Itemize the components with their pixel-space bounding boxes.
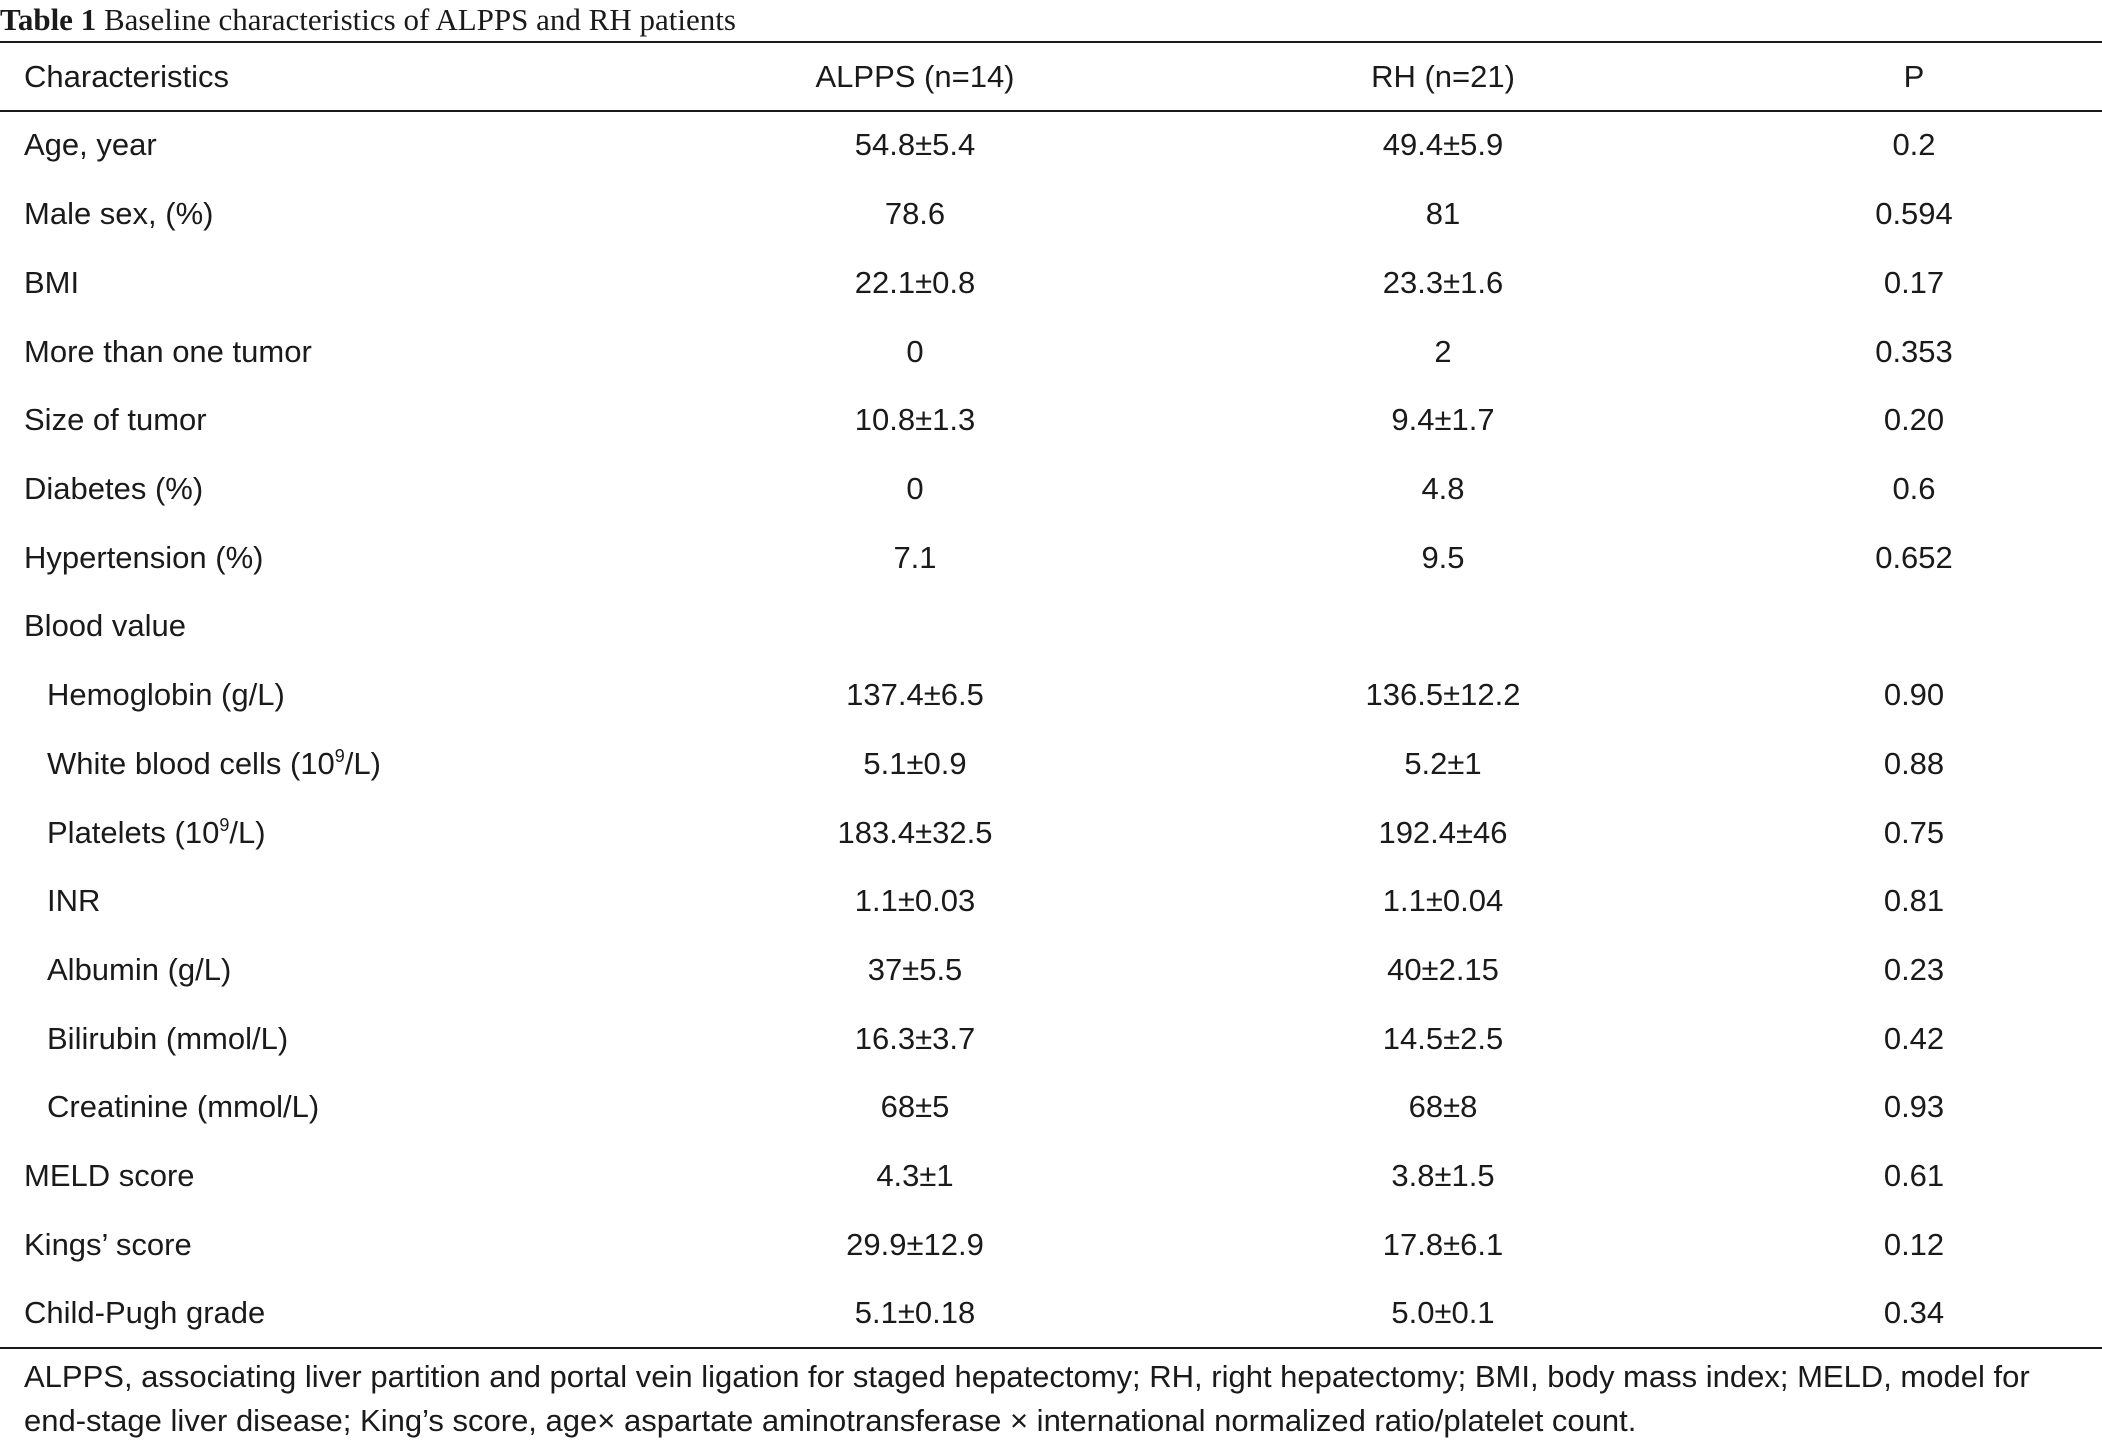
row-label: Albumin (g/L) — [47, 951, 232, 987]
header-p: P — [1903, 58, 1925, 94]
row-alpps-value: 5.1±0.18 — [854, 1295, 976, 1331]
row-p-value: 0.90 — [1883, 677, 1945, 713]
row-alpps-value: 0 — [906, 333, 924, 369]
row-alpps-value: 29.9±12.9 — [846, 1226, 984, 1262]
row-rh-value: 49.4±5.9 — [1382, 127, 1504, 162]
row-alpps-value: 137.4±6.5 — [846, 677, 984, 713]
row-rh-value: 9.4±1.7 — [1391, 402, 1495, 438]
row-alpps-value: 22.1±0.8 — [854, 265, 976, 301]
row-alpps-value: 0 — [906, 471, 924, 507]
row-p-value: 0.88 — [1883, 745, 1945, 781]
row-alpps-value: 68±5 — [880, 1089, 950, 1125]
row-alpps-value: 4.3±1 — [876, 1157, 954, 1193]
row-label: Size of tumor — [24, 402, 207, 438]
row-p-value: 0.594 — [1875, 196, 1953, 232]
row-alpps-value: 54.8±5.4 — [854, 127, 976, 162]
row-alpps-value: 78.6 — [884, 196, 946, 232]
row-rh-value: 2 — [1434, 333, 1452, 369]
row-label-superscript: 9 — [334, 745, 345, 766]
row-rh-value: 5.0±0.1 — [1391, 1295, 1495, 1331]
table-row — [0, 730, 2102, 799]
table-row — [0, 867, 2102, 936]
table-row — [0, 110, 2102, 180]
row-p-value: 0.93 — [1883, 1089, 1945, 1125]
row-label: Bilirubin (mmol/L) — [47, 1020, 289, 1056]
table-body — [0, 110, 2102, 1348]
baseline-characteristics-table — [0, 43, 2102, 1348]
row-p-value: 0.61 — [1883, 1157, 1945, 1193]
row-alpps-value: 16.3±3.7 — [854, 1020, 976, 1056]
row-rh-value: 17.8±6.1 — [1382, 1226, 1504, 1262]
row-p-value: 0.6 — [1892, 471, 1936, 507]
row-alpps-value: 1.1±0.03 — [854, 883, 976, 919]
row-label: Creatinine (mmol/L) — [47, 1089, 320, 1125]
row-p-value — [1726, 592, 2102, 661]
row-label — [0, 730, 670, 799]
row-label-text: Platelets (10 — [47, 814, 220, 850]
row-rh-value: 40±2.15 — [1387, 951, 1499, 987]
row-label: Child-Pugh grade — [24, 1295, 266, 1331]
row-alpps-value: 5.1±0.9 — [863, 745, 967, 781]
row-rh-value: 68±8 — [1408, 1089, 1478, 1125]
table-row — [0, 1073, 2102, 1142]
table-header-row — [0, 43, 2102, 110]
row-rh-value — [1160, 592, 1726, 661]
row-p-value: 0.17 — [1883, 265, 1945, 301]
table-row — [0, 455, 2102, 524]
row-label: Hemoglobin (g/L) — [47, 677, 285, 713]
row-alpps-value — [670, 592, 1160, 661]
table-caption — [0, 2, 736, 38]
row-rh-value: 14.5±2.5 — [1382, 1020, 1504, 1056]
row-label-unit: /L) — [229, 814, 266, 850]
row-p-value: 0.353 — [1875, 333, 1953, 369]
table-footnote: ALPPS, associating liver partition and portal vein ligation for staged hepatectomy; RH, right hepatectomy; BMI, body mass index; MELD, model for end-stage liver disease; King’s score, age× aspartate aminotransferase × international normalized ratio/platelet count. — [24, 1359, 2030, 1438]
header-characteristics: Characteristics — [24, 58, 229, 94]
row-p-value: 0.2 — [1892, 127, 1936, 162]
row-rh-value: 81 — [1425, 196, 1461, 232]
table-row-section — [0, 592, 2102, 661]
row-label: Age, year — [24, 127, 157, 162]
row-rh-value: 9.5 — [1421, 539, 1465, 575]
table-caption-text: Baseline characteristics of ALPPS and RH patients — [103, 2, 736, 37]
row-alpps-value: 183.4±32.5 — [837, 814, 993, 850]
table-row — [0, 1279, 2102, 1348]
row-rh-value: 5.2±1 — [1404, 745, 1482, 781]
table-row — [0, 1004, 2102, 1073]
row-rh-value: 1.1±0.04 — [1382, 883, 1504, 919]
table-row — [0, 317, 2102, 386]
row-label: Diabetes (%) — [24, 471, 204, 507]
row-p-value: 0.23 — [1883, 951, 1945, 987]
row-alpps-value: 10.8±1.3 — [854, 402, 976, 438]
row-rh-value: 3.8±1.5 — [1391, 1157, 1495, 1193]
row-alpps-value: 37±5.5 — [867, 951, 963, 987]
row-label-superscript: 9 — [219, 814, 230, 835]
row-rh-value: 23.3±1.6 — [1382, 265, 1504, 301]
header-alpps: ALPPS (n=14) — [815, 58, 1015, 94]
row-label: INR — [47, 883, 101, 919]
table-row — [0, 249, 2102, 318]
row-label: More than one tumor — [24, 333, 312, 369]
table-row — [0, 523, 2102, 592]
row-label: Kings’ score — [24, 1226, 192, 1262]
row-p-value: 0.75 — [1883, 814, 1945, 850]
row-alpps-value: 7.1 — [893, 539, 937, 575]
header-rh: RH (n=21) — [1371, 58, 1515, 94]
row-label: Hypertension (%) — [24, 539, 264, 575]
section-label-blood-value: Blood value — [24, 608, 187, 644]
row-label: Male sex, (%) — [24, 196, 214, 232]
row-label: MELD score — [24, 1157, 195, 1193]
table-row — [0, 1142, 2102, 1211]
table-row — [0, 661, 2102, 730]
row-p-value: 0.652 — [1875, 539, 1953, 575]
table-row — [0, 936, 2102, 1005]
row-label-text: White blood cells (10 — [47, 745, 335, 781]
row-p-value: 0.81 — [1883, 883, 1945, 919]
row-p-value: 0.20 — [1883, 402, 1945, 438]
table-row — [0, 386, 2102, 455]
row-rh-value: 136.5±12.2 — [1365, 677, 1521, 713]
row-label: BMI — [24, 265, 80, 301]
row-label — [0, 798, 670, 867]
row-rh-value: 4.8 — [1421, 471, 1465, 507]
row-p-value: 0.34 — [1883, 1295, 1945, 1331]
table-caption-label: Table 1 — [0, 2, 97, 37]
row-p-value: 0.12 — [1883, 1226, 1945, 1262]
table-row — [0, 1210, 2102, 1279]
row-rh-value: 192.4±46 — [1378, 814, 1508, 850]
row-p-value: 0.42 — [1883, 1020, 1945, 1056]
table-row — [0, 180, 2102, 249]
table-row — [0, 798, 2102, 867]
row-label-unit: /L) — [344, 745, 381, 781]
